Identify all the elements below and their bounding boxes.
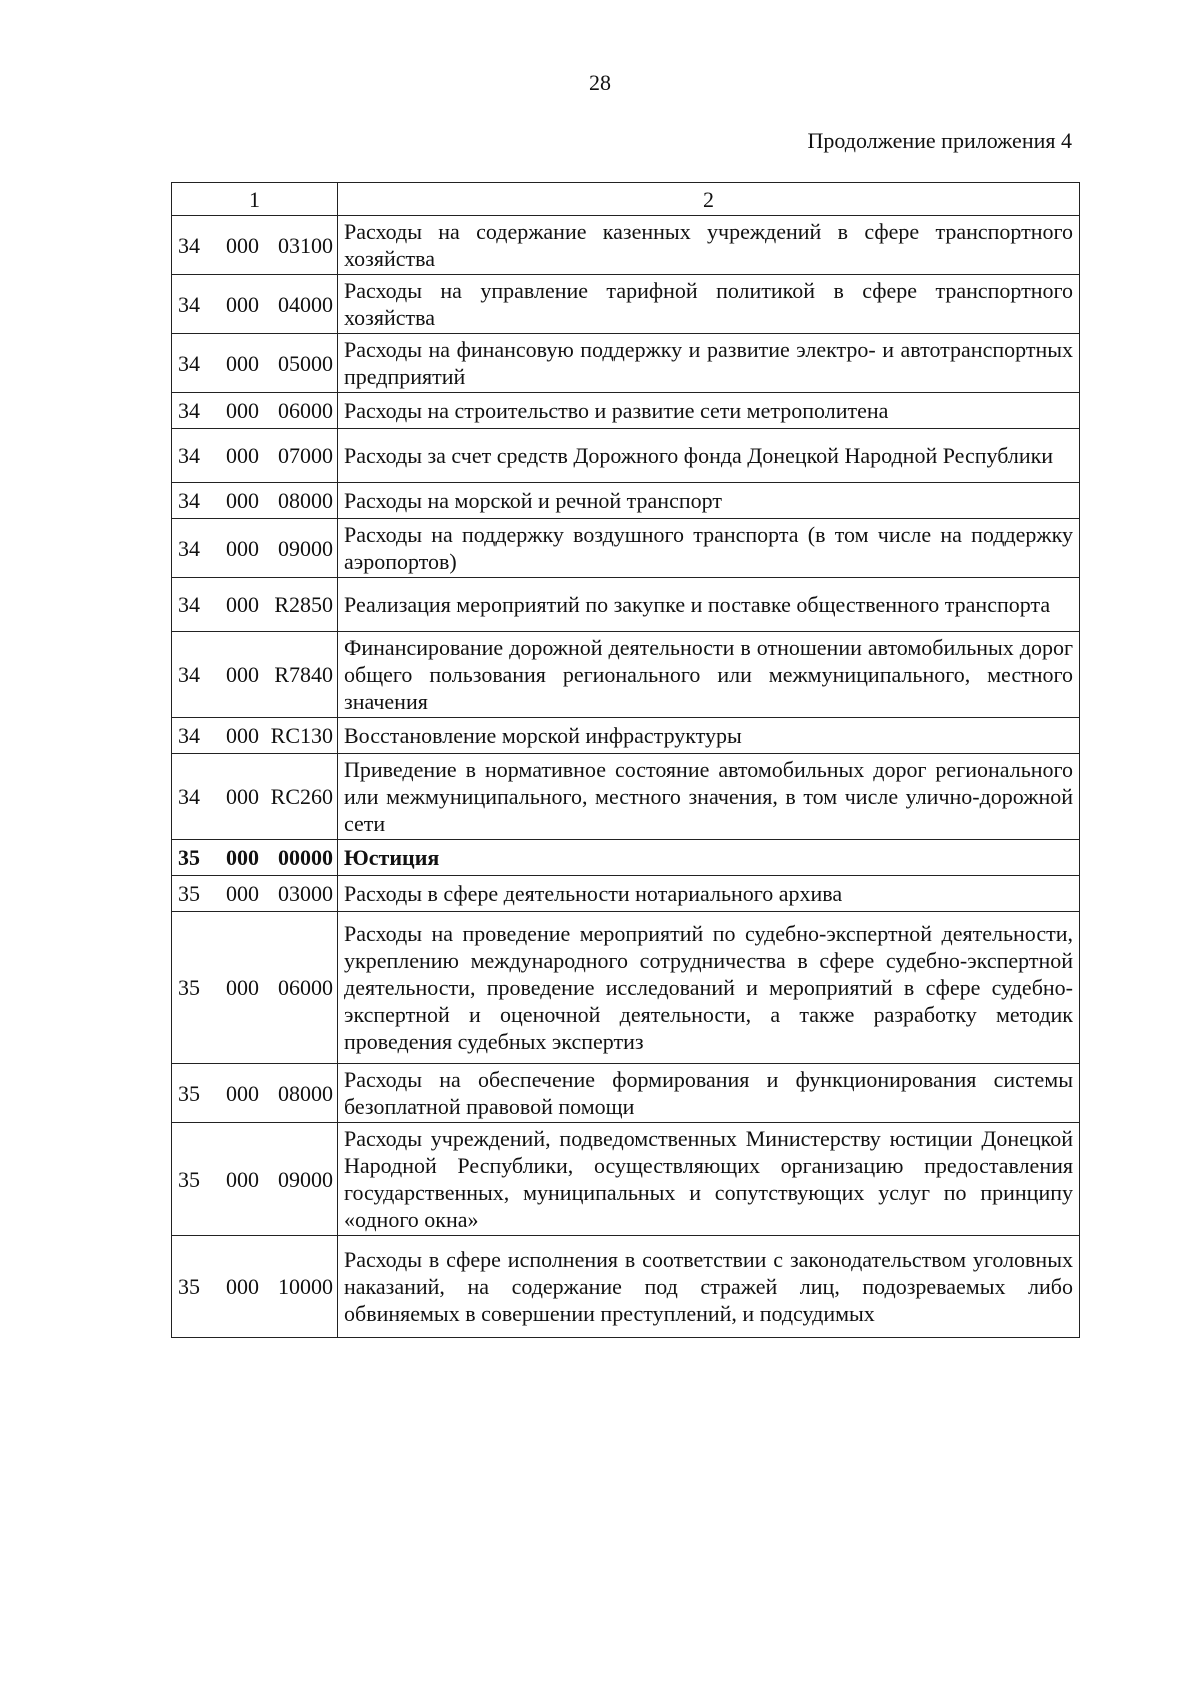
budget-code-part: 000 xyxy=(226,662,259,687)
expense-description: Реализация мероприятий по закупке и поставке общественного транспорта xyxy=(338,578,1080,632)
budget-code-part: 10000 xyxy=(278,1274,333,1299)
budget-code-part: 00000 xyxy=(278,845,333,870)
expense-description: Расходы на управление тарифной политикой в сфере транспортного хозяйства xyxy=(338,275,1080,334)
budget-code-part: 04000 xyxy=(278,291,333,317)
budget-code-part: 35 xyxy=(178,881,200,906)
budget-code-part: 08000 xyxy=(278,488,333,513)
budget-code-part: 06000 xyxy=(278,398,333,423)
budget-code-cell xyxy=(172,876,338,912)
expense-description: Восстановление морской инфраструктуры xyxy=(338,718,1080,754)
budget-code-part: 000 xyxy=(226,488,259,513)
budget-code-cell xyxy=(172,754,338,840)
expense-description: Расходы на проведение мероприятий по судебно-экспертной деятельности, укреплению международного сотрудничества в сфере судебно-экспертной деятельности, проведение исследований и мероприятий в сфере судебно-экспертной и оценочной деятельности, а также разработку методик проведения судебных экспертиз xyxy=(338,912,1080,1064)
budget-code-part: 000 xyxy=(226,975,259,1000)
budget-code-cell xyxy=(172,718,338,754)
table-row xyxy=(172,216,1080,275)
budget-code-part: 000 xyxy=(226,1274,259,1299)
table-row xyxy=(172,632,1080,718)
budget-code-cell xyxy=(172,1236,338,1338)
budget-code-part: R7840 xyxy=(274,662,333,687)
expense-description: Расходы в сфере исполнения в соответствии с законодательством уголовных наказаний, на содержание под стражей лиц, подозреваемых либо обвиняемых в совершении преступлений, и подсудимых xyxy=(338,1236,1080,1338)
budget-code-part: 000 xyxy=(226,535,259,561)
page-number: 28 xyxy=(589,70,611,95)
budget-code-part: 000 xyxy=(226,232,259,258)
budget-code-part: 08000 xyxy=(278,1080,333,1106)
budget-code-cell xyxy=(172,334,338,393)
budget-code-part: 35 xyxy=(178,845,200,870)
expense-description: Расходы в сфере деятельности нотариального архива xyxy=(338,876,1080,912)
budget-code-part: 000 xyxy=(226,398,259,423)
budget-code-part: 000 xyxy=(226,1080,259,1106)
budget-code-part: 07000 xyxy=(278,443,333,468)
budget-code-cell xyxy=(172,216,338,275)
column-header-code: 1 xyxy=(172,183,338,216)
budget-code-cell xyxy=(172,393,338,429)
table-row xyxy=(172,1123,1080,1236)
budget-code-part: 34 xyxy=(178,443,200,468)
budget-code-part: 05000 xyxy=(278,350,333,376)
budget-code-part: 000 xyxy=(226,350,259,376)
budget-code-part: RC130 xyxy=(270,723,333,748)
budget-code-cell xyxy=(172,912,338,1064)
budget-code-part: 000 xyxy=(226,723,259,748)
budget-code-part: 000 xyxy=(226,1166,259,1192)
budget-code-part: 34 xyxy=(178,784,200,809)
budget-code-part: 34 xyxy=(178,398,200,423)
budget-code-cell xyxy=(172,429,338,483)
budget-code-part: 34 xyxy=(178,350,200,376)
expense-description: Юстиция xyxy=(338,840,1080,876)
column-header-description: 2 xyxy=(338,183,1080,216)
table-row xyxy=(172,912,1080,1064)
table-row xyxy=(172,876,1080,912)
budget-code-part: 34 xyxy=(178,723,200,748)
expense-description: Расходы за счет средств Дорожного фонда Донецкой Народной Республики xyxy=(338,429,1080,483)
budget-code-cell xyxy=(172,1123,338,1236)
budget-code-part: 35 xyxy=(178,1274,200,1299)
budget-code-part: 03000 xyxy=(278,881,333,906)
budget-code-part: 000 xyxy=(226,592,259,617)
budget-code-part: 000 xyxy=(226,881,259,906)
budget-code-part: 000 xyxy=(226,784,259,809)
table-row xyxy=(172,519,1080,578)
expense-description: Расходы на строительство и развитие сети метрополитена xyxy=(338,393,1080,429)
expense-description: Приведение в нормативное состояние автомобильных дорог регионального или межмуниципального, местного значения, в том числе улично-дорожной сети xyxy=(338,754,1080,840)
budget-code-part: 000 xyxy=(226,443,259,468)
expense-description: Расходы учреждений, подведомственных Министерству юстиции Донецкой Народной Республики, осуществляющих организацию предоставления государственных, муниципальных и сопутствующих услуг по принципу «одного окна» xyxy=(338,1123,1080,1236)
table-row xyxy=(172,1064,1080,1123)
budget-code-cell xyxy=(172,578,338,632)
table-row xyxy=(172,840,1080,876)
table-row xyxy=(172,483,1080,519)
budget-code-part: 34 xyxy=(178,535,200,561)
budget-code-part: 09000 xyxy=(278,535,333,561)
table-row xyxy=(172,754,1080,840)
table-row xyxy=(172,429,1080,483)
budget-code-part: 34 xyxy=(178,488,200,513)
budget-code-part: 03100 xyxy=(278,232,333,258)
budget-code-cell xyxy=(172,483,338,519)
budget-code-part: 34 xyxy=(178,592,200,617)
budget-code-part: 09000 xyxy=(278,1166,333,1192)
table-header-row xyxy=(172,183,1080,216)
budget-code-cell xyxy=(172,840,338,876)
table-row xyxy=(172,718,1080,754)
budget-code-part: 06000 xyxy=(278,975,333,1000)
expense-description: Расходы на содержание казенных учреждений в сфере транспортного хозяйства xyxy=(338,216,1080,275)
budget-code-part: R2850 xyxy=(274,592,333,617)
budget-code-part: 34 xyxy=(178,291,200,317)
budget-code-part: 35 xyxy=(178,1080,200,1106)
budget-codes-table xyxy=(171,182,1080,1338)
budget-code-cell xyxy=(172,632,338,718)
budget-code-part: 34 xyxy=(178,662,200,687)
appendix-continuation-note: Продолжение приложения 4 xyxy=(807,128,1072,153)
table-row xyxy=(172,275,1080,334)
table-body xyxy=(172,216,1080,1338)
budget-code-part: 34 xyxy=(178,232,200,258)
budget-code-part: 000 xyxy=(226,291,259,317)
table-row xyxy=(172,334,1080,393)
budget-code-part: RC260 xyxy=(270,784,333,809)
budget-code-cell xyxy=(172,519,338,578)
table-row xyxy=(172,578,1080,632)
budget-code-part: 35 xyxy=(178,975,200,1000)
expense-description: Финансирование дорожной деятельности в отношении автомобильных дорог общего пользования регионального или межмуниципального, местного значения xyxy=(338,632,1080,718)
budget-code-cell xyxy=(172,275,338,334)
budget-code-part: 000 xyxy=(226,845,259,870)
budget-code-cell xyxy=(172,1064,338,1123)
expense-description: Расходы на морской и речной транспорт xyxy=(338,483,1080,519)
expense-description: Расходы на финансовую поддержку и развитие электро- и автотранспортных предприятий xyxy=(338,334,1080,393)
table-row xyxy=(172,393,1080,429)
table-row xyxy=(172,1236,1080,1338)
budget-code-part: 35 xyxy=(178,1166,200,1192)
expense-description: Расходы на обеспечение формирования и функционирования системы безоплатной правовой помощи xyxy=(338,1064,1080,1123)
expense-description: Расходы на поддержку воздушного транспорта (в том числе на поддержку аэропортов) xyxy=(338,519,1080,578)
